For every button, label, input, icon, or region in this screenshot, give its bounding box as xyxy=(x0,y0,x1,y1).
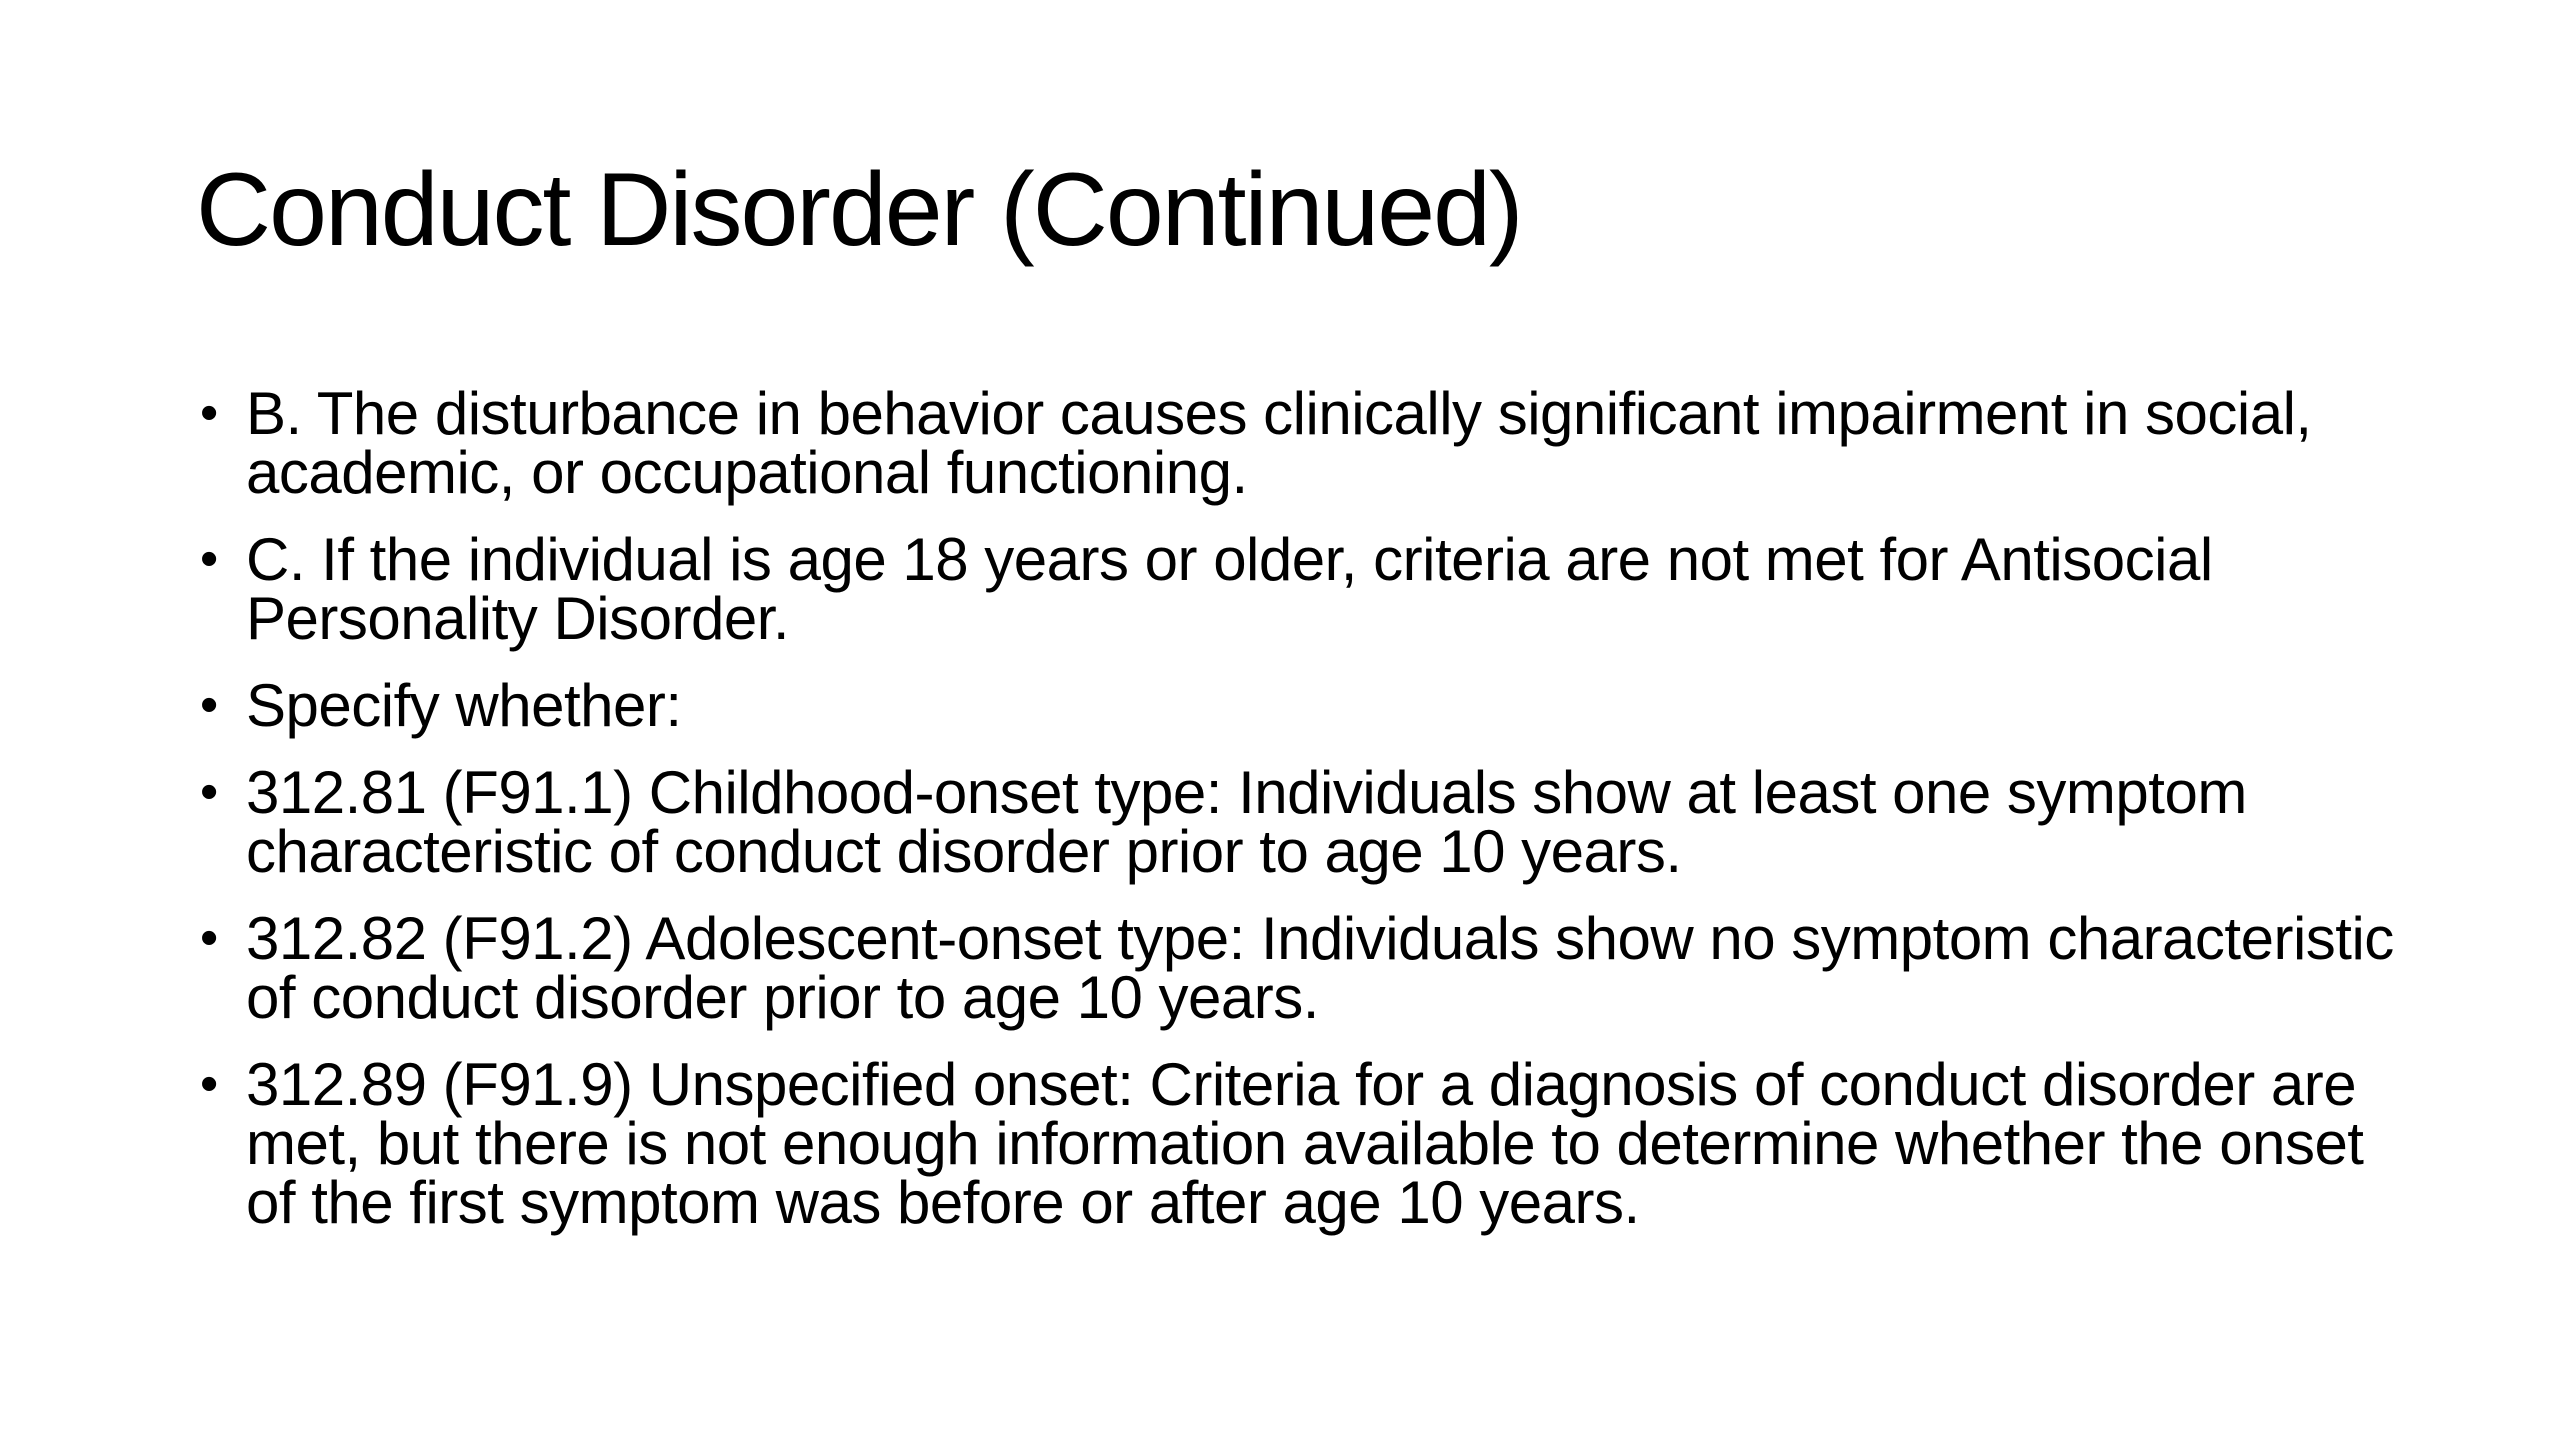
bullet-item xyxy=(196,759,2396,885)
bullet-item xyxy=(196,905,2396,1031)
slide-title: Conduct Disorder (Continued) xyxy=(196,152,1522,268)
bullet-text: Specify whether: xyxy=(246,672,682,739)
bullet-dot-icon: • xyxy=(200,384,218,442)
bullet-text: B. The disturbance in behavior causes clinically significant impairment in social, academic, or occupational functioning. xyxy=(246,380,2312,506)
bullet-item xyxy=(196,672,2396,739)
bullet-list xyxy=(196,380,2396,1260)
bullet-dot-icon: • xyxy=(200,1055,218,1113)
bullet-text: 312.82 (F91.2) Adolescent-onset type: Individuals show no symptom characteristic of conduct disorder prior to age 10 years. xyxy=(246,905,2394,1031)
bullet-dot-icon: • xyxy=(200,530,218,588)
bullet-text: 312.81 (F91.1) Childhood-onset type: Individuals show at least one symptom characteristic of conduct disorder prior to age 10 years. xyxy=(246,759,2247,885)
bullet-text: C. If the individual is age 18 years or older, criteria are not met for Antisocial Personality Disorder. xyxy=(246,526,2213,652)
bullet-item xyxy=(196,380,2396,506)
bullet-text: 312.89 (F91.9) Unspecified onset: Criteria for a diagnosis of conduct disorder are met, but there is not enough information available to determine whether the onset of the first symptom was before or after age 10 years. xyxy=(246,1051,2364,1236)
bullet-dot-icon: • xyxy=(200,909,218,967)
bullet-item xyxy=(196,1051,2396,1236)
bullet-dot-icon: • xyxy=(200,763,218,821)
bullet-item xyxy=(196,526,2396,652)
bullet-dot-icon: • xyxy=(200,676,218,734)
